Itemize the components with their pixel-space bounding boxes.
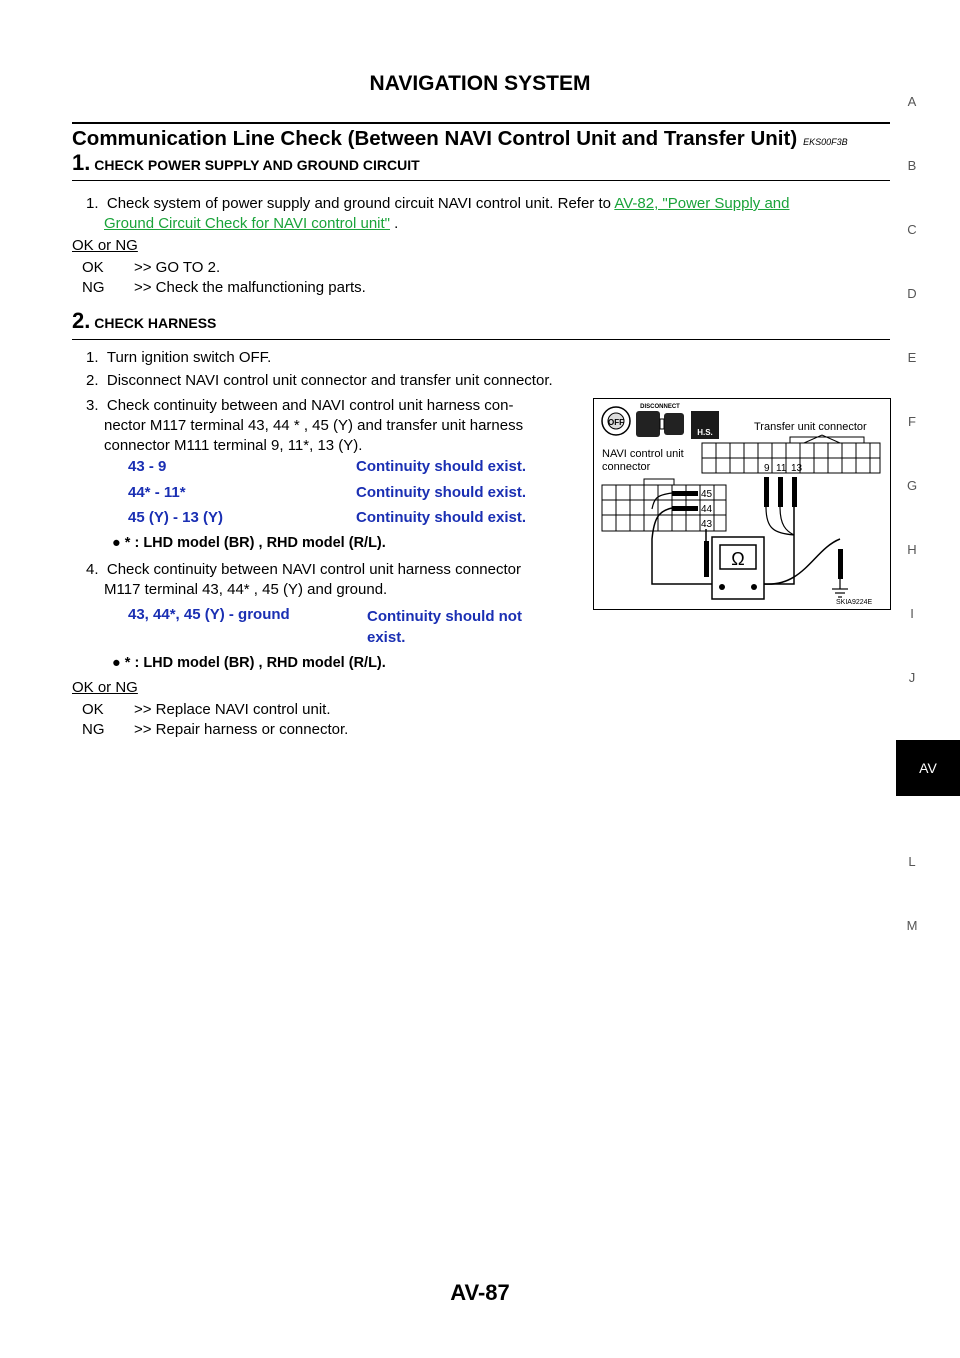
step-1-ng-text: >> Check the malfunctioning parts. [134, 279, 366, 296]
step-2-item-1-num: 1. [86, 349, 99, 366]
section-title-text: Communication Line Check (Between NAVI Control Unit and Transfer Unit) [72, 127, 798, 150]
step-2-ok-ng-text: OK or NG [72, 679, 138, 696]
side-index-av-active[interactable]: AV [896, 740, 960, 796]
ground-check-result-line1: Continuity should not [367, 608, 522, 625]
model-note-1 [112, 535, 386, 551]
side-index-e[interactable]: E [907, 350, 917, 365]
step-2-ok-ng [72, 678, 138, 698]
step-1-ng-label: NG [82, 279, 105, 296]
step-1-ok-ng-text: OK or NG [72, 237, 138, 254]
hs-label: H.S. [697, 428, 713, 437]
page-number: AV-87 [450, 1280, 510, 1305]
navi-unit-label-line2: connector [602, 461, 651, 473]
side-index-m[interactable]: M [906, 918, 918, 933]
step-1-number: 1. [72, 150, 91, 175]
section-code: EKS00F3B [803, 137, 848, 147]
ground-lead [764, 539, 843, 589]
check-2-terminals: 44* - 11* [128, 484, 186, 501]
terminal-11-label: 11 [776, 463, 787, 474]
terminal-45-label: 45 [701, 489, 713, 500]
step-2-item-3-line3: connector M111 terminal 9, 11*, 13 (Y). [104, 437, 363, 454]
step-1-heading [72, 150, 890, 176]
step-2-item-1-text: Turn ignition switch OFF. [106, 349, 272, 366]
check-3-result: Continuity should exist. [356, 509, 527, 526]
continuity-diagram-svg [594, 399, 890, 609]
ohmmeter-icon [712, 537, 764, 599]
step-2-ng-text: >> Repair harness or connector. [134, 721, 349, 738]
step-1-divider [72, 180, 890, 181]
side-index-h[interactable]: H [907, 542, 917, 557]
model-note-2-text: * : LHD model (BR) , RHD model (R/L). [124, 655, 386, 671]
step-2-item-4-num: 4. [86, 561, 99, 578]
side-index-b[interactable]: B [907, 158, 917, 173]
ground-icon [832, 589, 848, 597]
step-2-item-3-num: 3. [86, 397, 99, 414]
step-1-instr-num: 1. [86, 195, 99, 212]
bullet-icon: ● [112, 655, 121, 671]
step-1-ok-row [82, 258, 220, 278]
terminal-13-label: 13 [791, 463, 803, 474]
transfer-unit-label: Transfer unit connector [754, 421, 867, 433]
step-2-item-2-num: 2. [86, 372, 99, 389]
ref-link-line2[interactable]: Ground Circuit Check for NAVI control unit" [104, 215, 390, 232]
step-1-ng-row [82, 278, 366, 298]
step-1-instruction [86, 194, 890, 234]
harness-side-icon [691, 411, 719, 439]
disconnect-label: DISCONNECT [640, 404, 680, 410]
step-2-ok-row [82, 700, 331, 720]
terminal-44-label: 44 [701, 504, 713, 515]
step-2-item-3-line1: Check continuity between and NAVI control unit harness con- [106, 397, 514, 414]
ohm-symbol: Ω [731, 549, 745, 569]
side-index-l[interactable]: L [908, 854, 916, 869]
ground-check-result [367, 606, 522, 648]
step-1-ok-label: OK [82, 259, 104, 276]
step-2-item-1 [86, 348, 271, 368]
step-2-ng-row [82, 720, 348, 740]
step-2-ok-label: OK [82, 701, 104, 718]
terminal-43-label: 43 [701, 519, 713, 530]
step-2-item-2-text: Disconnect NAVI control unit connector and transfer unit connector. [106, 372, 553, 389]
step-2-title: CHECK HARNESS [94, 315, 217, 331]
ignition-off-icon [602, 407, 630, 435]
step-2-item-4 [86, 560, 582, 600]
step-1-ok-text: >> GO TO 2. [134, 259, 221, 276]
check-3-terminals: 45 (Y) - 13 (Y) [128, 509, 224, 526]
step-2-divider [72, 339, 890, 340]
step-2-number: 2. [72, 308, 91, 333]
off-label: OFF [608, 418, 624, 427]
check-2-result: Continuity should exist. [356, 484, 527, 501]
step-2-heading [72, 308, 890, 334]
step-1-title: CHECK POWER SUPPLY AND GROUND CIRCUIT [94, 157, 420, 173]
side-index-c[interactable]: C [907, 222, 917, 237]
side-index-f[interactable]: F [908, 414, 916, 429]
header-divider [72, 122, 890, 124]
side-index-a[interactable]: A [907, 94, 917, 109]
step-2-item-4-line2: M117 terminal 43, 44* , 45 (Y) and ground. [104, 581, 388, 598]
side-index-d[interactable]: D [907, 286, 917, 301]
step-1-instr-text: Check system of power supply and ground circuit NAVI control unit. Refer to [106, 195, 611, 212]
step-2-item-2 [86, 371, 553, 391]
step-2-item-3-line2: nector M117 terminal 43, 44 * , 45 (Y) and transfer unit harness [104, 417, 524, 434]
ref-link-line1[interactable]: AV-82, "Power Supply and [614, 195, 790, 212]
transfer-probes [764, 477, 797, 584]
side-index-i[interactable]: I [910, 606, 914, 621]
check-1-terminals: 43 - 9 [128, 458, 167, 475]
continuity-diagram [593, 398, 891, 610]
model-note-1-text: * : LHD model (BR) , RHD model (R/L). [124, 535, 386, 551]
side-index-j[interactable]: J [908, 670, 916, 685]
step-2-item-3 [86, 396, 582, 456]
figure-code: SKIA9224E [836, 599, 873, 606]
disconnect-icon [636, 404, 684, 437]
ground-check-terminals: 43, 44*, 45 (Y) - ground [128, 606, 290, 623]
step-2-item-4-line1: Check continuity between NAVI control unit harness connector [106, 561, 521, 578]
model-note-2 [112, 655, 386, 671]
side-index-g[interactable]: G [906, 478, 918, 493]
step-2-ng-label: NG [82, 721, 105, 738]
check-1-result: Continuity should exist. [356, 458, 527, 475]
bullet-icon: ● [112, 535, 121, 551]
step-2-ok-text: >> Replace NAVI control unit. [134, 701, 331, 718]
navi-unit-label-line1: NAVI control unit [602, 448, 684, 460]
left-probe-icon [704, 541, 709, 577]
step-1-ok-ng [72, 236, 138, 256]
ground-check-result-line2: exist. [367, 629, 406, 646]
terminal-9-label: 9 [764, 463, 770, 474]
step-1-period: . [394, 215, 399, 232]
section-title [72, 127, 848, 151]
page-header-title: NAVIGATION SYSTEM [369, 72, 591, 95]
